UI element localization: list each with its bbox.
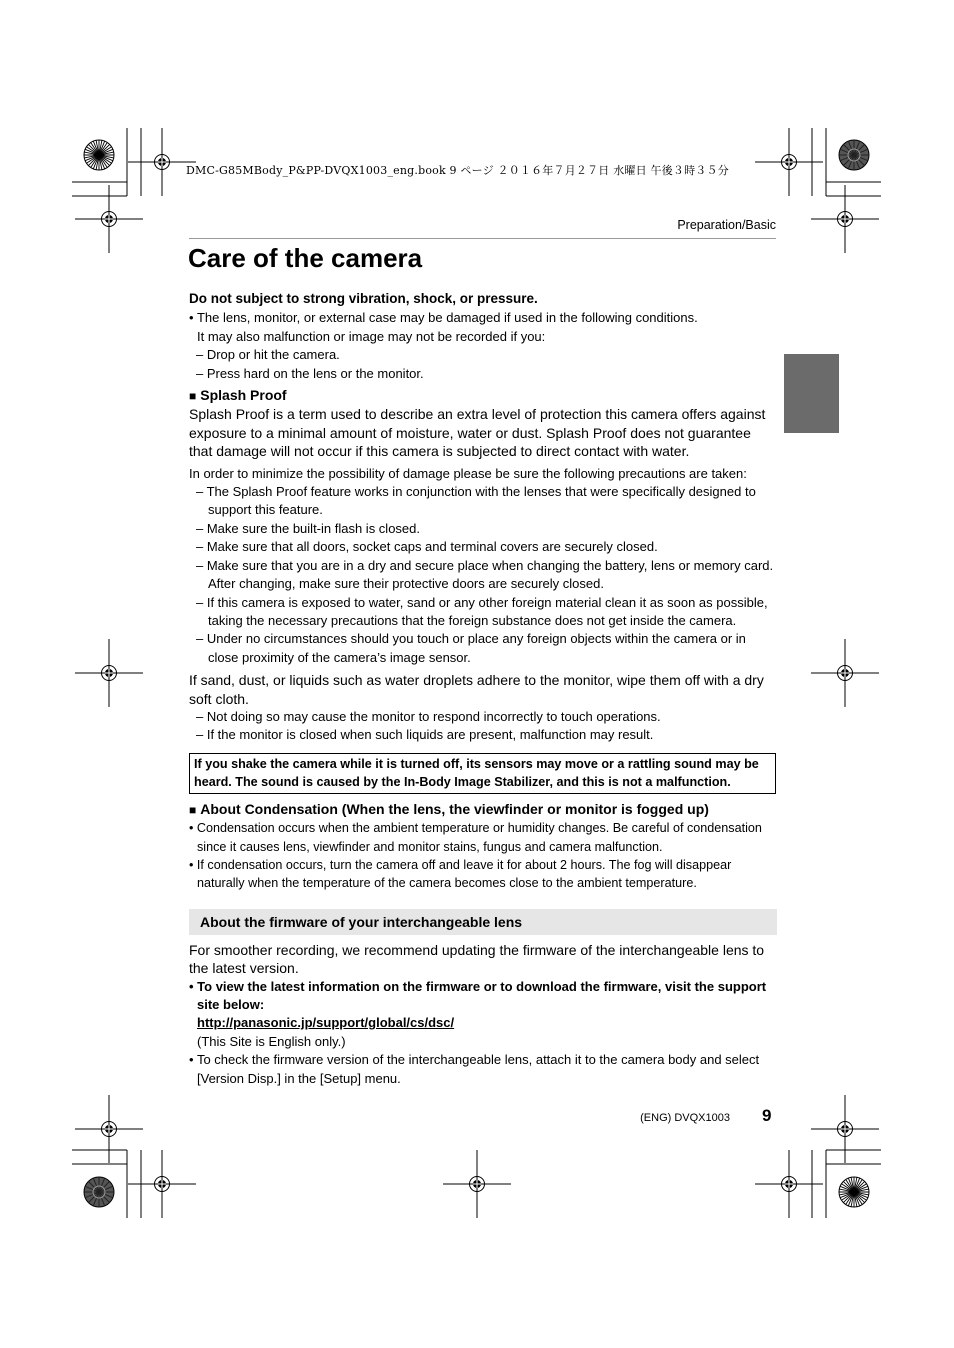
vibration-dash-item: – Drop or hit the camera. [196,347,340,363]
condensation-bullet: • Condensation occurs when the ambient temperature or humidity changes. Be careful of condensation since it causes lens, viewfinder and monitor stains, fungus and camera malfunction. [189,821,762,854]
splash-dash-item: – If this camera is exposed to water, sand or any other foreign material clean it as soon as possible, taking the necessary precautions that the foreign substance does not get inside the camera. [196,594,768,628]
splash-dash-item: – Make sure the built-in flash is closed. [196,520,420,536]
splash-precautions-intro: In order to minimize the possibility of damage please be sure the following precautions are taken: [189,465,747,481]
splash-dash-item: – Make sure that you are in a dry and secure place when changing the battery, lens or memory card. After changing, make sure their protective doors are securely closed. [196,557,774,592]
main-content [189,290,777,1088]
header-divider [189,238,776,239]
firmware-visit-bullet: • To view the latest information on the firmware or to download the firmware, visit the support site below: [189,978,767,1012]
print-slug-header: DMC-G85MBody_P&PP-DVQX1003_eng.book 9 ページ ２０１６年７月２７日 水曜日 午後３時３５分 [186,164,729,177]
condensation-heading: ■ About Condensation (When the lens, the viewfinder or monitor is fogged up) [189,800,709,817]
firmware-paragraph: For smoother recording, we recommend updating the firmware of the interchangeable lens to the latest version. [189,941,765,977]
page-title: Care of the camera [188,243,423,273]
chapter-side-tab [784,354,839,433]
vibration-bullet: • The lens, monitor, or external case may be damaged if used in the following conditions. [189,310,698,326]
section-label: Preparation/Basic [677,218,776,232]
stabilizer-notice-box: If you shake the camera while it is turned off, its sensors may move or a rattling sound may be heard. The sound is caused by the In-Body Image Stabilizer, and this is not a malfunction. [189,753,776,794]
support-site-link[interactable]: http://panasonic.jp/support/global/cs/dsc/ [197,1015,455,1031]
monitor-dash-item: – Not doing so may cause the monitor to respond incorrectly to touch operations. [196,708,661,724]
vibration-heading: Do not subject to strong vibration, shock, or pressure. [189,291,538,306]
firmware-check-bullet: • To check the firmware version of the interchangeable lens, attach it to the camera body and select [Version Disp.] in the [Setup] menu. [189,1052,760,1086]
page-number: 9 [762,1106,772,1125]
splash-dash-item: – Under no circumstances should you touch or place any foreign objects within the camera or in close proximity of the camera’s image sensor. [196,631,746,665]
monitor-dash-item: – If the monitor is closed when such liquids are present, malfunction may result. [196,727,654,743]
splash-dash-item: – The Splash Proof feature works in conjunction with the lenses that were specifically designed to support this feature. [196,484,756,518]
vibration-continuation: It may also malfunction or image may not be recorded if you: [197,328,546,344]
splash-proof-heading: ■ Splash Proof [189,387,287,404]
firmware-section-heading: About the firmware of your interchangeable lens [189,909,777,935]
condensation-bullet: • If condensation occurs, turn the camera off and leave it for about 2 hours. The fog will disappear naturally when the temperature of the camera becomes close to the ambient temperature. [189,857,732,891]
english-only-note: (This Site is English only.) [197,1033,346,1049]
monitor-wipe-paragraph: If sand, dust, or liquids such as water droplets adhere to the monitor, wipe them off with a dry soft cloth. [189,672,764,707]
square-bullet-icon: ■ [189,389,197,404]
vibration-dash-item: – Press hard on the lens or the monitor. [196,365,424,381]
splash-paragraph: Splash Proof is a term used to describe an extra level of protection this camera offers against exposure to a minimal amount of moisture, water or dust. Splash Proof does not guarantee that damage will not occur if this camera is subjected to direct contact with water. [189,406,766,460]
document-code: (ENG) DVQX1003 [640,1112,730,1124]
square-bullet-icon: ■ [189,802,197,817]
splash-dash-item: – Make sure that all doors, socket caps and terminal covers are securely closed. [196,539,658,555]
